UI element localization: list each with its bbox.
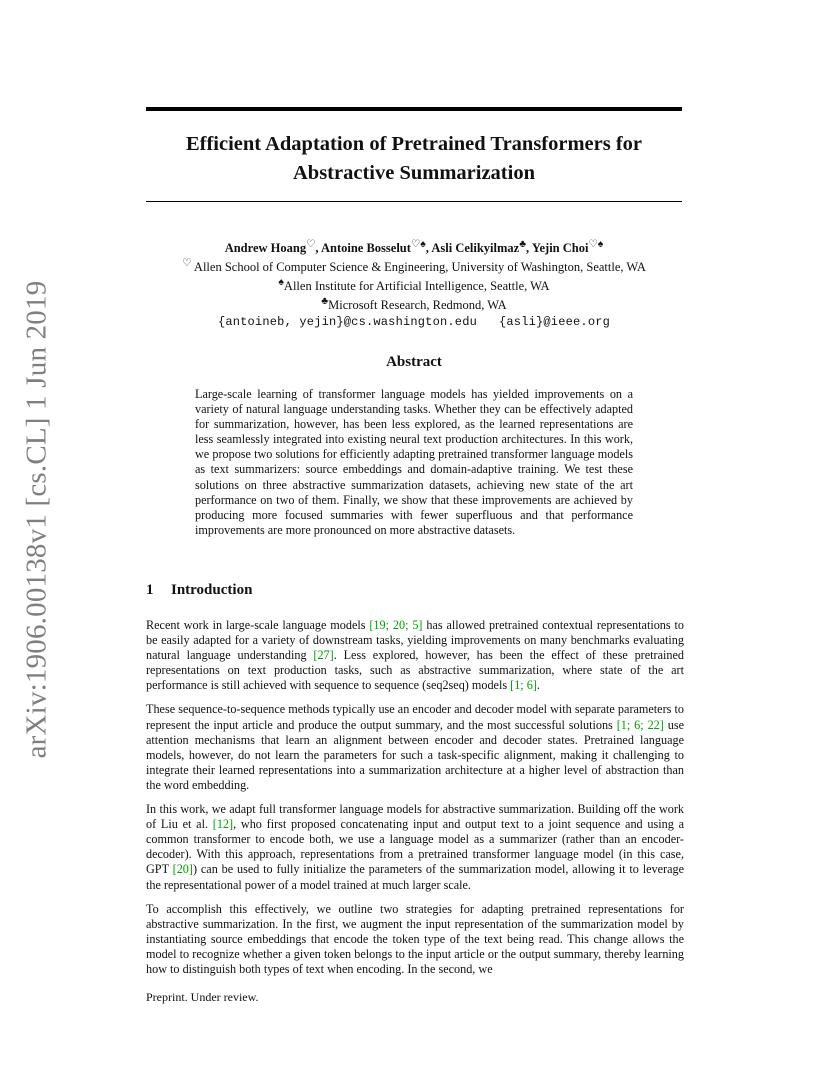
section-title: Introduction bbox=[171, 582, 253, 598]
paragraph-text: In this work, we adapt full transformer language models for abstractive summarization. Building off the work of Liu et al. bbox=[146, 802, 684, 832]
paragraph-text: use attention mechanisms that learn an alignment between encoder and decoder states. Pretrained language models, however, do not learn the parameters for such a task-specific alignment, making it challenging to integrate their learned representations into a summarization architecture at a higher level of abstraction than the word embedding. bbox=[146, 717, 684, 792]
author-names bbox=[120, 237, 708, 256]
title-rule-bottom bbox=[146, 201, 682, 202]
author-separator: , bbox=[526, 241, 532, 256]
body-text bbox=[146, 618, 684, 986]
title-line-1: Efficient Adaptation of Pretrained Transformers for bbox=[185, 133, 643, 155]
arxiv-stamp bbox=[12, 280, 62, 758]
author-name: Asli Celikyilmaz bbox=[431, 241, 520, 256]
author-name: Yejin Choi bbox=[531, 241, 589, 256]
paper-title bbox=[146, 130, 682, 188]
preprint-footer: Preprint. Under review. bbox=[146, 990, 259, 1004]
affiliation-text: Allen School of Computer Science & Engineering, University of Washington, Seattle, WA bbox=[193, 260, 646, 275]
title-line-2: Abstractive Summarization bbox=[293, 162, 535, 184]
citation-link[interactable]: [1; 6] bbox=[510, 678, 537, 693]
affiliation-text: Microsoft Research, Redmond, WA bbox=[328, 298, 507, 313]
author-name: Antoine Bosselut bbox=[320, 241, 411, 256]
citation-link[interactable]: [20] bbox=[172, 862, 193, 877]
paragraph-text: These sequence-to-sequence methods typically use an encoder and decoder model with separate parameters to represent the input article and produce the output summary, and the most successful solutions bbox=[146, 702, 684, 732]
email: {antoineb, yejin}@cs.washington.edu bbox=[217, 314, 477, 329]
affiliation-mark: ♡ bbox=[182, 258, 192, 270]
citation-link[interactable]: [1; 6; 22] bbox=[616, 717, 664, 732]
affiliation-mark: ♡♠ bbox=[410, 239, 426, 250]
paragraph-text: , who first proposed concatenating input and output text to a joint sequence and using a common transformer to encode both, we use a language model as a summarizer (rather than an encoder-decoder). With this approach, representations from a pretrained transformer language model (in this case, GPT bbox=[146, 817, 684, 877]
abstract-heading: Abstract bbox=[386, 354, 442, 370]
paragraph bbox=[146, 702, 684, 793]
abstract-text: Large-scale learning of transformer language models has yielded improvements on a variety of natural language understanding tasks. Whether they can be effectively adapted for summarization, however, has been less explored, as the learned representations are less seamlessly integrated into existing neural text production architectures. In this work, we propose two solutions for efficiently adapting pretrained transformer language models as text summarizers: source embeddings and domain-adaptive training. We test these solutions on three abstractive summarization datasets, achieving new state of the art performance on two of them. Finally, we show that these improvements are achieved by producing more focused summaries with fewer superfluous and that performance improvements are more pronounced on more abstractive datasets. bbox=[195, 387, 633, 537]
email: {asli}@ieee.org bbox=[499, 314, 611, 329]
paragraph-text: has allowed pretrained contextual representations to be easily adapted for a variety of downstream tasks, yielding improvements on many benchmarks evaluating natural language understanding bbox=[146, 618, 684, 663]
section-number: 1 bbox=[146, 582, 154, 598]
email-line bbox=[120, 314, 708, 330]
title-rule-top bbox=[146, 107, 682, 111]
affiliation-mark: ♣ bbox=[519, 239, 527, 250]
paragraph-text: Recent work in large-scale language models bbox=[146, 618, 370, 632]
affiliation-text: Allen Institute for Artificial Intelligence, Seattle, WA bbox=[283, 279, 550, 294]
paragraph-text: . bbox=[536, 678, 540, 693]
paragraph bbox=[146, 618, 684, 693]
affiliation-line bbox=[120, 275, 708, 294]
affiliation-mark: ♣ bbox=[321, 296, 329, 308]
paragraph-text: ) can be used to fully initialize the parameters of the summarization model, allowing it to leverage the representational power of a model trained at much larger scale. bbox=[146, 862, 684, 892]
citation-link[interactable]: [19; 20; 5] bbox=[369, 618, 423, 632]
affiliation-mark: ♠ bbox=[278, 277, 284, 289]
affiliation-mark: ♡ bbox=[306, 239, 316, 250]
author-separator: , bbox=[315, 241, 321, 256]
paragraph-text: . Less explored, however, has been the effect of these pretrained representations on text production tasks, such as abstractive summarization, where state of the art performance is still achieved with sequence to sequence (seq2seq) models bbox=[146, 648, 684, 693]
affiliation-line bbox=[120, 256, 708, 275]
citation-link[interactable]: [12] bbox=[212, 817, 234, 832]
paragraph: To accomplish this effectively, we outline two strategies for adapting pretrained representations for abstractive summarization. In the first, we augment the input representation of the summarization model by instantiating source embeddings that encode the token type of the text being read. This change allows the model to recognize whether a given token belongs to the input article or the output summary, thereby learning how to distinguish both types of text when encoding. In the second, we bbox=[146, 901, 684, 976]
section-heading bbox=[146, 582, 252, 599]
citation-link[interactable]: [27] bbox=[313, 648, 334, 663]
author-name: Andrew Hoang bbox=[224, 241, 307, 256]
paragraph bbox=[146, 802, 684, 893]
affiliation-line bbox=[120, 294, 708, 313]
affiliation-mark: ♡♠ bbox=[588, 239, 604, 250]
arxiv-id: arXiv:1906.00138v1 [cs.CL] 1 Jun 2019 bbox=[20, 280, 53, 758]
author-block bbox=[120, 237, 708, 330]
author-separator: , bbox=[425, 241, 432, 256]
